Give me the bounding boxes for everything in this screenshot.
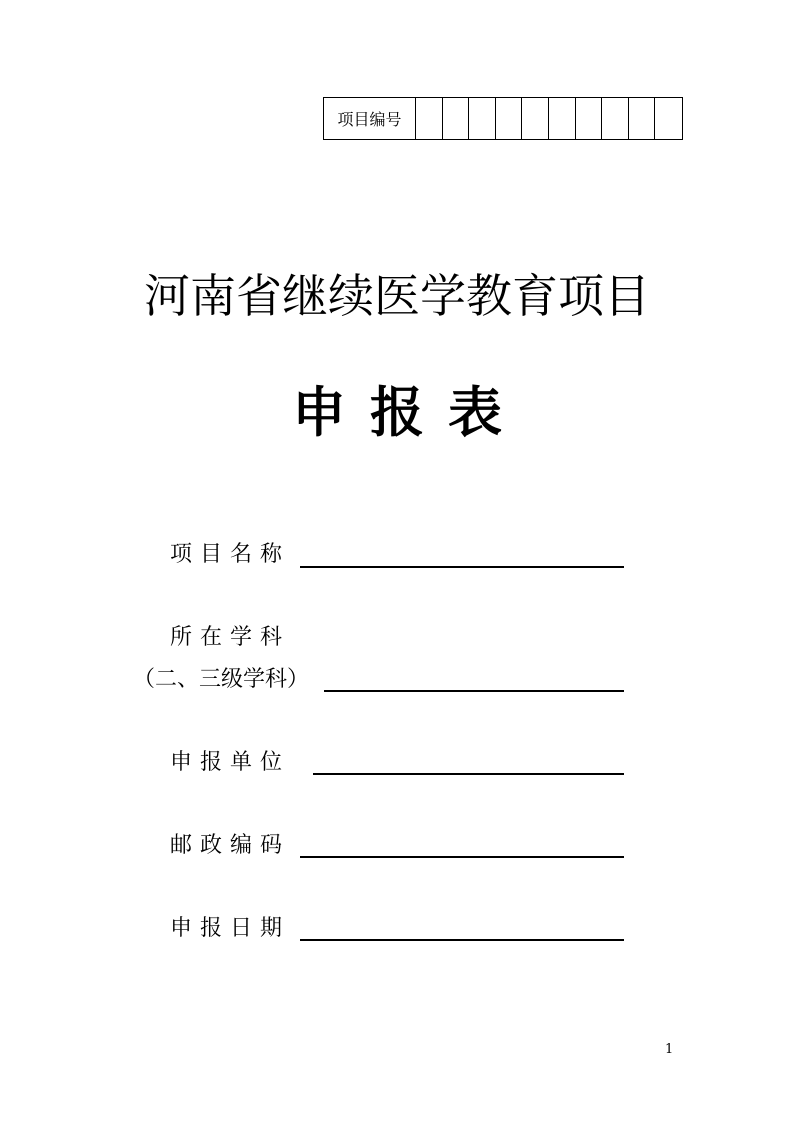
- project-number-cell[interactable]: [522, 98, 549, 139]
- project-number-cell[interactable]: [576, 98, 603, 139]
- project-number-cell[interactable]: [629, 98, 656, 139]
- postal-code-field[interactable]: [300, 856, 624, 858]
- project-number-cell[interactable]: [549, 98, 576, 139]
- apply-date-label: 申报日期: [170, 916, 291, 941]
- apply-date-field[interactable]: [300, 939, 624, 941]
- project-number-cell[interactable]: [469, 98, 496, 139]
- discipline-label: 所在学科: [170, 625, 291, 650]
- applicant-unit-label: 申报单位: [170, 750, 291, 775]
- document-title: 河南省继续医学教育项目: [144, 269, 650, 323]
- page-number: 1: [665, 1042, 674, 1057]
- project-number-cell[interactable]: [602, 98, 629, 139]
- project-number-box: [323, 97, 683, 140]
- discipline-field[interactable]: [324, 690, 624, 692]
- project-number-cell[interactable]: [496, 98, 523, 139]
- project-number-cell[interactable]: [443, 98, 470, 139]
- project-number-cell[interactable]: [655, 98, 682, 139]
- project-name-field[interactable]: [300, 566, 624, 568]
- postal-code-label: 邮政编码: [170, 833, 291, 858]
- project-number-label: 项目编号: [324, 98, 416, 139]
- document-subtitle: 申报表: [292, 380, 526, 444]
- project-number-cell[interactable]: [416, 98, 443, 139]
- applicant-unit-field[interactable]: [313, 773, 624, 775]
- project-name-label: 项目名称: [170, 542, 291, 567]
- discipline-sublabel: （二、三级学科）: [133, 667, 310, 692]
